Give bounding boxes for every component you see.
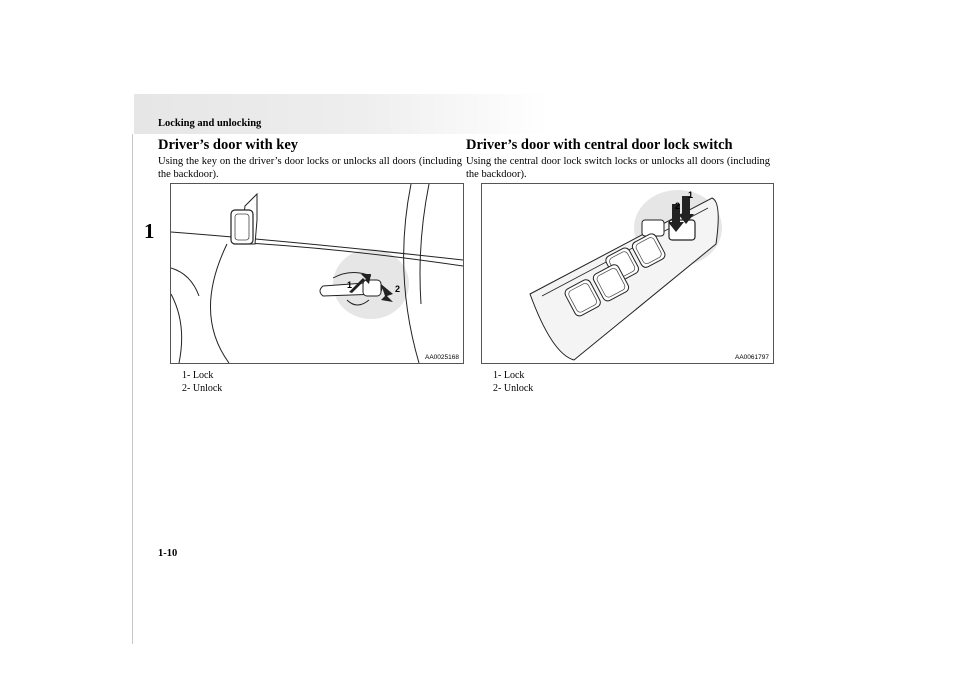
figure-callout-2: 2 xyxy=(395,284,401,294)
legend-number: 2- xyxy=(182,383,191,394)
figure-code: AA0061797 xyxy=(735,354,769,361)
legend-item xyxy=(182,382,222,395)
legend-item xyxy=(493,369,533,382)
figure-callout-2: 2 xyxy=(675,201,681,211)
switch-panel-illustration xyxy=(482,184,773,363)
legend-item xyxy=(493,382,533,395)
legend-item xyxy=(182,369,222,382)
legend-key-lock xyxy=(182,369,222,395)
figure-code: AA0025168 xyxy=(425,354,459,361)
section-text: Using the key on the driver’s door locks or unlocks all doors (including the backdoor). xyxy=(158,156,462,180)
section-central-switch xyxy=(466,136,770,181)
side-divider xyxy=(132,134,133,644)
legend-label: Lock xyxy=(503,370,525,381)
door-key-illustration xyxy=(171,184,463,363)
page-header-title: Locking and unlocking xyxy=(158,118,262,129)
figure-callout-1: 1 xyxy=(347,280,353,290)
figure-central-switch xyxy=(481,183,774,364)
section-heading: Driver’s door with central door lock switch xyxy=(466,137,733,153)
section-heading: Driver’s door with key xyxy=(158,137,299,153)
figure-door-key xyxy=(170,183,464,364)
legend-number: 1- xyxy=(182,370,191,381)
legend-number: 1- xyxy=(493,370,502,381)
figure-callout-1: 1 xyxy=(688,190,694,200)
section-text: Using the central door lock switch locks or unlocks all doors (including the backdoor). xyxy=(466,156,770,180)
legend-label: Unlock xyxy=(192,383,223,394)
chapter-number: 1 xyxy=(144,219,155,243)
legend-number: 2- xyxy=(493,383,502,394)
legend-central-switch xyxy=(493,369,533,395)
page-number: 1-10 xyxy=(158,548,178,559)
legend-label: Lock xyxy=(192,370,214,381)
section-key-lock xyxy=(158,136,462,181)
legend-label: Unlock xyxy=(503,383,534,394)
